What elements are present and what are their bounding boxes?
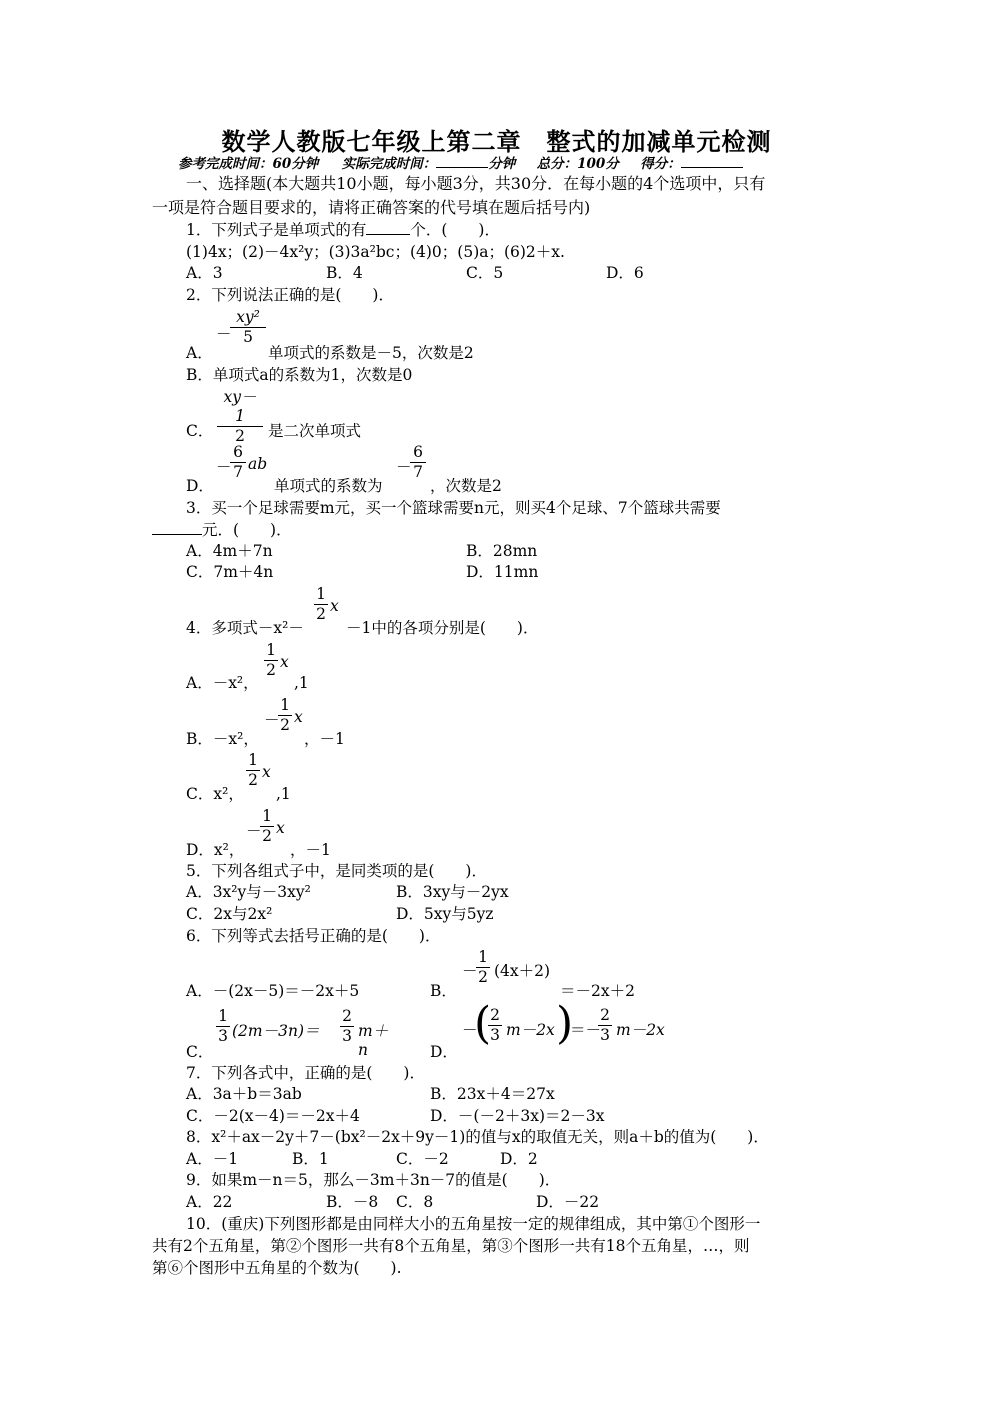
- q1-option-d[interactable]: D．6: [606, 264, 644, 282]
- section1-heading-2: 一项是符合题目要求的，请将正确答案的代号填在题后括号内): [152, 198, 591, 217]
- q4-option-c[interactable]: C．x²，: [186, 785, 244, 803]
- worksheet-page: 数学人教版七年级上第二章 整式的加减单元检测 参考完成时间：60分钟 实际完成时间： 分钟 总分：100分 得分： 一、选择题(本大题共10小题，每小题3分，共30分．在每小题的4个选项中，只有 一项是符合题目要求的，请将正确答案的代号填在题后括号内) 1．下列式子是单项式的有 个．( )． (1)4x；(2)－4x²y；(3)3a²bc；(4)0；(5)a；(6)2＋x. A．3 B．4 C．5 D．6 2．下列说法正确的是( )． A． － $\frac{\text{xy²}}{5}$ 单项式的系数是－5，次数是2 B．单项式a的系数为1，次数是0 C． $\frac{xy-1}{2}$ 是二次单项式 D． － $\frac{6}{7}$ ab 单项式的系数为 － $\frac{6}{7}$ ，次数是2 3．买一个足球需要m元，买一个篮球需要n元，则买4个足球、7个篮球共需要 元．( )． A．4m＋7n B．28mn C．7m＋4n D．11mn 4．多项式－x²－ $\frac{1}{2}$ x －1中的各项分别是( )． A．－x²， $\frac{1}{2}$ x ,1 B．－x²， － $\frac{1}{2}$ x ，－1 C．x²， $\frac{1}{2}$ x ,1 D．x²， － $\frac{1}{2}$ x ，－1 5．下列各组式子中，是同类项的是( )． A．3x²y与－3xy² B．3xy与－2yx C．2x与2x² D．5xy与5yz 6．下列等式去括号正确的是( )． A．－(2x－5)＝－2x＋5 B． － $\frac{1}{2}$ (4x＋2) ＝－2x＋2 C． $\frac{1}{3}$ (2m－3n)＝ $\frac{2}{3}$ m＋n D． － ( $\frac{2}{3}$ m－2x ) ＝－ $\frac{2}{3}$ m－2x 7．下列各式中，正确的是( )． A．3a＋b＝3ab B．23x＋4＝27x C．－2(x－4)＝－2x＋4 D．－(－2＋3x)＝2－3x 8．x²＋ax－2y＋7－(bx²－2x＋9y－1)的值与x的取值无关，则a＋b的值为( )． A．－1 B．1 C．－2 D．2 9．如果m－n＝5，那么－3m＋3n－7的值是( )． A．22 B．－8 C．8 D．－22 10．(重庆)下列图形都是由同样大小的五角星按一定的规律组成，其中第①个图形一 共有2个五角星，第②个图形一共有8个五角星，第③个图形一共有18个五角星，…，则 第⑥个图形中五角星的个数为( ).: [0, 0, 993, 1404]
- q3-line1: 3．买一个足球需要m元，买一个篮球需要n元，则买4个足球、7个篮球共需要: [186, 499, 721, 517]
- q6-option-b-rhs: ＝－2x＋2: [560, 982, 635, 1000]
- meta-line: [178, 154, 743, 174]
- q8-option-c[interactable]: C．－2: [396, 1150, 449, 1168]
- q4-stem-b: －1中的各项分别是( )．: [346, 619, 539, 637]
- q3-option-d[interactable]: D．11mn: [466, 563, 539, 581]
- q4-frac: $\frac{1}{2}$ x: [314, 585, 344, 627]
- q3-line2: 元．( )．: [152, 520, 292, 540]
- ref-time: 参考完成时间：60分钟: [178, 156, 319, 172]
- q6-stem: 6．下列等式去括号正确的是( )．: [186, 927, 441, 945]
- score-label: 得分：: [640, 156, 681, 172]
- q4-c-frac: $\frac{1}{2}$ x: [246, 751, 276, 793]
- q1-option-b[interactable]: B．4: [326, 264, 363, 282]
- q2-d-coef: － $\frac{6}{7}$: [396, 443, 426, 485]
- q2-d-term: － $\frac{6}{7}$ ab: [216, 443, 268, 481]
- q1-stem: 1．下列式子是单项式的有 个．( )．: [186, 221, 500, 239]
- q2-option-c-text: 是二次单项式: [268, 422, 362, 440]
- q9-option-a[interactable]: A．22: [186, 1193, 233, 1211]
- q2-stem: 2．下列说法正确的是( )．: [186, 286, 394, 304]
- q2-option-c-label[interactable]: C．: [186, 422, 214, 440]
- q5-option-c[interactable]: C．2x与2x²: [186, 905, 273, 923]
- actual-unit: 分钟: [488, 156, 516, 172]
- q5-option-a[interactable]: A．3x²y与－3xy²: [186, 883, 311, 901]
- q9-option-b[interactable]: B．－8: [326, 1193, 379, 1211]
- q3-option-a[interactable]: A．4m＋7n: [186, 542, 273, 560]
- q7-option-c[interactable]: C．－2(x－4)＝－2x＋4: [186, 1107, 360, 1125]
- q5-option-d[interactable]: D．5xy与5yz: [396, 905, 494, 923]
- q4-b-frac: － $\frac{1}{2}$ x: [264, 696, 303, 734]
- q4-option-b[interactable]: B．－x²，: [186, 730, 259, 748]
- q2-option-a-label[interactable]: A．: [186, 344, 213, 362]
- q1-option-c[interactable]: C．5: [466, 264, 504, 282]
- q10-line3: 第⑥个图形中五角星的个数为( ).: [152, 1259, 402, 1277]
- q2-option-b[interactable]: B．单项式a的系数为1，次数是0: [186, 366, 413, 384]
- q8-option-b[interactable]: B．1: [292, 1150, 329, 1168]
- q6-d-expr: － ( $\frac{2}{3}$ m－2x ) ＝－ $\frac{2}{3}$ m－2x: [462, 998, 665, 1049]
- q10-line2: 共有2个五角星，第②个图形一共有8个五角星，第③个图形一共有18个五角星，…，则: [152, 1237, 750, 1255]
- q7-option-b[interactable]: B．23x＋4＝27x: [430, 1085, 555, 1103]
- q5-stem: 5．下列各组式子中，是同类项的是( )．: [186, 862, 487, 880]
- q6-b-expr: － $\frac{1}{2}$ (4x＋2): [462, 948, 551, 986]
- q2-c-fraction: $\frac{xy-1}{2}$: [217, 388, 263, 446]
- q3-option-b[interactable]: B．28mn: [466, 542, 538, 560]
- q2-option-d-text2: ，次数是2: [430, 477, 502, 495]
- q1-option-a[interactable]: A．3: [186, 264, 223, 282]
- q9-stem: 9．如果m－n＝5，那么－3m＋3n－7的值是( )．: [186, 1171, 561, 1189]
- q9-option-d[interactable]: D．－22: [536, 1193, 600, 1211]
- q6-option-a[interactable]: A．－(2x－5)＝－2x＋5: [186, 982, 360, 1000]
- q4-option-b-tail: ，－1: [304, 730, 345, 748]
- q8-option-a[interactable]: A．－1: [186, 1150, 239, 1168]
- actual-time: 实际完成时间：: [341, 156, 437, 172]
- q4-option-d-tail: ，－1: [290, 841, 331, 859]
- total-score: 总分：100分: [536, 156, 619, 172]
- q7-stem: 7．下列各式中，正确的是( )．: [186, 1064, 425, 1082]
- q1-items: (1)4x；(2)－4x²y；(3)3a²bc；(4)0；(5)a；(6)2＋x.: [186, 243, 565, 261]
- q8-stem: 8．x²＋ax－2y＋7－(bx²－2x＋9y－1)的值与x的取值无关，则a＋b的值为( )．: [186, 1128, 769, 1146]
- q8-option-d[interactable]: D．2: [500, 1150, 538, 1168]
- q3-option-c[interactable]: C．7m＋4n: [186, 563, 274, 581]
- q2-option-d-text: 单项式的系数为: [274, 477, 383, 495]
- page-title: 数学人教版七年级上第二章 整式的加减单元检测: [221, 127, 772, 156]
- q5-option-b[interactable]: B．3xy与－2yx: [396, 883, 509, 901]
- q4-option-c-tail: ,1: [276, 785, 291, 803]
- q6-c-expr: $\frac{1}{3}$ (2m－3n)＝ $\frac{2}{3}$ m＋n: [216, 1007, 396, 1053]
- q4-stem-a: 4．多项式－x²－: [186, 619, 304, 637]
- q6-option-b-label[interactable]: B．: [430, 982, 457, 1000]
- q4-option-a[interactable]: A．－x²，: [186, 674, 259, 692]
- q7-option-d[interactable]: D．－(－2＋3x)＝2－3x: [430, 1107, 605, 1125]
- q4-d-frac: － $\frac{1}{2}$ x: [246, 807, 285, 845]
- q2-option-d-label[interactable]: D．: [186, 477, 214, 495]
- section1-heading-1: 一、选择题(本大题共10小题，每小题3分，共30分．在每小题的4个选项中，只有: [186, 174, 766, 193]
- q6-option-d-label[interactable]: D．: [430, 1043, 458, 1061]
- q9-option-c[interactable]: C．8: [396, 1193, 434, 1211]
- q10-line1: 10．(重庆)下列图形都是由同样大小的五角星按一定的规律组成，其中第①个图形一: [186, 1215, 761, 1233]
- q4-option-a-tail: ,1: [294, 674, 309, 692]
- q4-a-frac: $\frac{1}{2}$ x: [264, 641, 294, 683]
- q2-option-a-text: 单项式的系数是－5，次数是2: [268, 344, 474, 362]
- q7-option-a[interactable]: A．3a＋b＝3ab: [186, 1085, 302, 1103]
- q4-option-d[interactable]: D．x²，: [186, 841, 245, 859]
- q6-option-c-label[interactable]: C．: [186, 1043, 214, 1061]
